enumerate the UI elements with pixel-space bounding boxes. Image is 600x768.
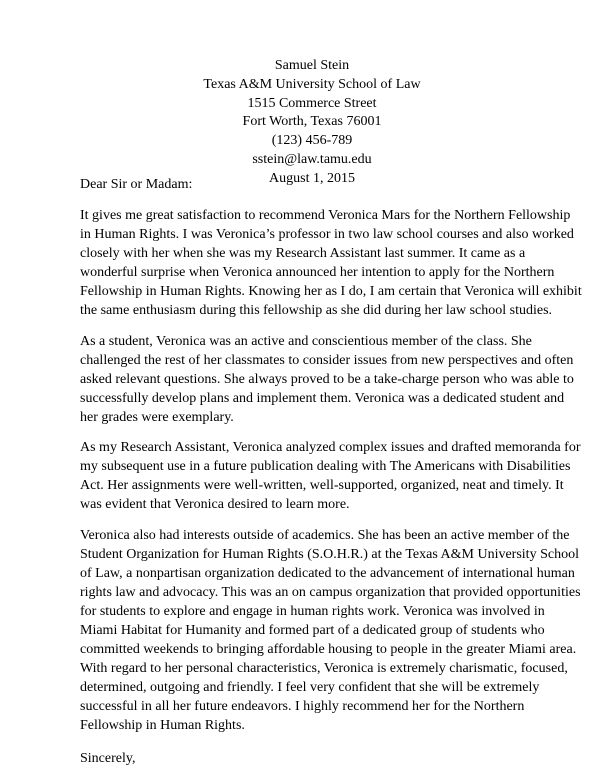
paragraph-line: for students to explore and engage in human rights work. Veronica was involved in <box>80 603 545 619</box>
paragraph-line: committed weekends to bringing affordable housing to people in the greater Miami area. <box>80 641 577 657</box>
paragraph-line: of Law, a nonpartisan organization dedicated to the advancement of international human <box>80 565 575 581</box>
closing: Sincerely, <box>80 750 136 766</box>
paragraph-line: Act. Her assignments were well-written, well-supported, organized, neat and timely. It <box>80 478 564 494</box>
paragraph-line: Student Organization for Human Rights (S.O.H.R.) at the Texas A&M University School <box>80 546 579 562</box>
paragraph-line: As a student, Veronica was an active and conscientious member of the class. She <box>80 333 532 349</box>
sender-email: sstein@law.tamu.edu <box>252 151 372 167</box>
paragraph-line: It gives me great satisfaction to recommend Veronica Mars for the Northern Fellowship <box>80 208 571 223</box>
paragraph-line: Miami Habitat for Humanity and formed part of a dedicated group of students who <box>80 622 545 638</box>
sender-name: Samuel Stein <box>274 58 350 73</box>
paragraph-line: her grades were exemplary. <box>80 409 234 425</box>
paragraph-line: As my Research Assistant, Veronica analyzed complex issues and drafted memoranda for <box>80 440 581 456</box>
letter-date: August 1, 2015 <box>269 170 355 186</box>
paragraph-line: in Human Rights. I was Veronica’s professor in two law school courses and also worked <box>80 227 574 242</box>
paragraph-introduction <box>80 206 582 320</box>
paragraph-line: Fellowship in Human Rights. <box>80 717 245 733</box>
paragraph-line: successfully develop plans and implement them. Veronica was a dedicated student and <box>80 390 565 406</box>
paragraph-line: challenged the rest of her classmates to consider issues from new perspectives and often <box>80 352 574 368</box>
paragraph-line: determined, outgoing and friendly. I feel very confident that she will be extremely <box>80 679 540 695</box>
paragraph-line: asked relevant questions. She always proved to be a take-charge person who was able to <box>80 371 574 387</box>
paragraph-research-assistant <box>80 438 581 514</box>
salutation: Dear Sir or Madam: <box>80 177 193 192</box>
paragraph-line: successful in all her future endeavors. I highly recommend her for the Northern <box>80 698 525 714</box>
letter-body <box>80 175 582 768</box>
paragraph-line: the same enthusiasm during this fellowship as she did during her law school studies. <box>80 303 553 318</box>
sender-institution: Texas A&M University School of Law <box>203 76 421 92</box>
paragraph-line: my subsequent use in a future publication dealing with The Americans with Disabilities <box>80 459 571 475</box>
paragraph-line: Fellowship in Human Rights. Knowing her as I do, I am certain that Veronica will exhibit <box>80 284 582 299</box>
paragraph-line: was evident that Veronica desired to learn more. <box>80 497 350 513</box>
sender-city: Fort Worth, Texas 76001 <box>242 114 382 130</box>
paragraph-line: With regard to her personal characteristics, Veronica is extremely charismatic, focused, <box>80 660 568 676</box>
paragraph-line: Veronica also had interests outside of academics. She has been an active member of the <box>80 527 570 543</box>
paragraph-interests <box>80 526 581 735</box>
paragraph-line: closely with her when she was my Research Assistant last summer. It came as a <box>80 246 526 261</box>
paragraph-line: rights law and advocacy. This was an on campus organization that provided opportunities <box>80 584 581 600</box>
sender-phone: (123) 456-789 <box>271 133 353 149</box>
paragraph-line: wonderful surprise when Veronica announced her intention to apply for the Northern <box>80 265 555 280</box>
sender-address-block <box>0 57 600 189</box>
paragraph-student <box>80 332 574 427</box>
sender-street: 1515 Commerce Street <box>247 95 377 111</box>
